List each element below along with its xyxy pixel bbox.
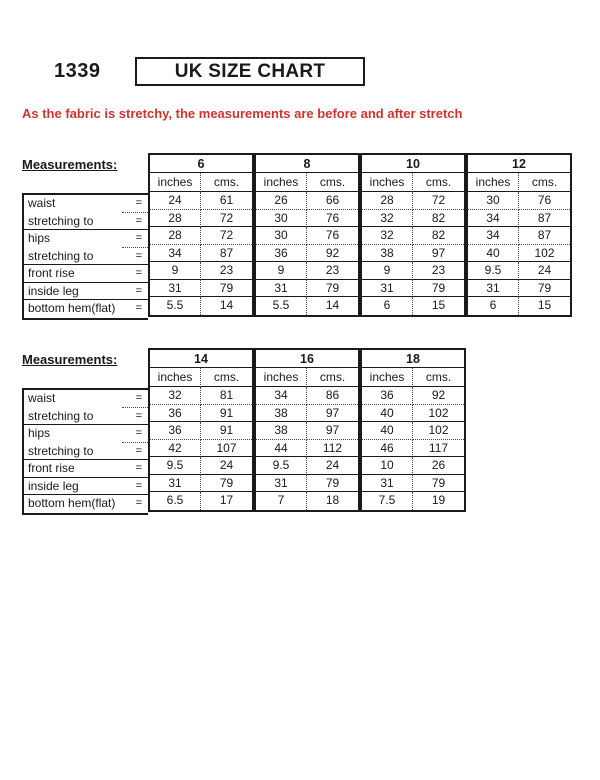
value-inches: 9.5: [256, 457, 307, 475]
size-header: 14: [150, 350, 252, 368]
value-inches: 38: [256, 422, 307, 440]
inches-header: inches: [150, 173, 201, 192]
size-group-grid: [362, 350, 464, 510]
value-inches: 44: [256, 440, 307, 458]
size-group-grid: [256, 155, 358, 315]
size-group-12: [466, 153, 572, 317]
title-box: [135, 57, 365, 86]
size-group-10: [360, 153, 466, 317]
value-inches: 9: [362, 262, 413, 280]
equals-sign: =: [135, 302, 142, 314]
row-label: front rise: [24, 265, 122, 283]
cms-header: cms.: [413, 368, 464, 387]
value-cms: 24: [201, 457, 252, 475]
value-cms: 102: [413, 405, 464, 423]
value-cms: 79: [307, 475, 358, 493]
cms-header: cms.: [201, 173, 252, 192]
size-table-14-18: [22, 348, 466, 515]
inches-header: inches: [256, 368, 307, 387]
row-label: stretching to: [24, 408, 122, 426]
value-inches: 34: [256, 387, 307, 405]
value-cms: 97: [307, 405, 358, 423]
value-cms: 102: [519, 245, 570, 263]
value-cms: 23: [413, 262, 464, 280]
equals-sign: =: [122, 425, 148, 443]
row-label: hips: [28, 231, 51, 245]
value-inches: 26: [256, 192, 307, 210]
equals-sign: =: [122, 230, 148, 248]
value-cms: 91: [201, 422, 252, 440]
row-label: bottom hem(flat): [28, 301, 116, 315]
equals-sign: =: [122, 408, 148, 426]
size-group-6: [148, 153, 254, 317]
value-inches: 34: [468, 210, 519, 228]
row-label: bottom hem(flat): [28, 496, 116, 510]
value-cms: 76: [307, 227, 358, 245]
size-header: 18: [362, 350, 464, 368]
value-inches: 5.5: [256, 297, 307, 315]
value-cms: 76: [307, 210, 358, 228]
value-cms: 87: [519, 227, 570, 245]
value-cms: 15: [431, 298, 446, 312]
size-group-18: [360, 348, 466, 512]
value-inches: 36: [150, 422, 201, 440]
value-inches: 31: [362, 280, 413, 298]
value-cms: 19: [431, 493, 446, 507]
value-cms: 76: [519, 192, 570, 210]
size-header: 6: [150, 155, 252, 173]
size-group-grid: [150, 350, 252, 510]
row-label: stretching to: [24, 213, 122, 231]
value-inches: 31: [362, 475, 413, 493]
value-cms: 17: [219, 493, 234, 507]
value-inches: 7: [256, 492, 307, 510]
value-inches: 46: [362, 440, 413, 458]
value-inches: 6.5: [150, 492, 201, 510]
value-cms: 79: [519, 280, 570, 298]
value-inches: 31: [256, 280, 307, 298]
size-group-grid: [362, 155, 464, 315]
size-header: 8: [256, 155, 358, 173]
value-cms: 107: [201, 440, 252, 458]
size-groups: [148, 153, 572, 317]
equals-sign: =: [122, 265, 148, 283]
row-label: hips: [28, 426, 51, 440]
size-groups: [148, 348, 466, 512]
value-inches: 28: [150, 210, 201, 228]
equals-sign: =: [122, 248, 148, 266]
inches-header: inches: [362, 368, 413, 387]
value-inches: 7.5: [362, 492, 413, 510]
value-inches: 40: [362, 405, 413, 423]
value-inches: 9: [150, 262, 201, 280]
value-inches: 31: [468, 280, 519, 298]
inches-header: inches: [256, 173, 307, 192]
value-inches: 6: [468, 297, 519, 315]
value-cms: 79: [307, 280, 358, 298]
value-cms: 86: [307, 387, 358, 405]
value-inches: 32: [362, 210, 413, 228]
value-inches: 34: [150, 245, 201, 263]
value-cms: 24: [519, 262, 570, 280]
measurement-labels-grid: [22, 388, 148, 515]
value-cms: 18: [325, 493, 340, 507]
value-cms: 87: [201, 245, 252, 263]
value-inches: 36: [256, 245, 307, 263]
value-cms: 81: [201, 387, 252, 405]
value-inches: 30: [256, 210, 307, 228]
value-inches: 28: [362, 192, 413, 210]
value-cms: 24: [307, 457, 358, 475]
size-group-16: [254, 348, 360, 512]
value-inches: 34: [468, 227, 519, 245]
size-group-grid: [468, 155, 570, 315]
equals-sign: =: [122, 443, 148, 461]
size-header: 12: [468, 155, 570, 173]
value-cms: 102: [413, 422, 464, 440]
value-inches: 28: [150, 227, 201, 245]
value-cms: 15: [537, 298, 552, 312]
value-cms: 97: [413, 245, 464, 263]
value-inches: 10: [362, 457, 413, 475]
value-inches: 31: [256, 475, 307, 493]
size-header: 16: [256, 350, 358, 368]
value-inches: 31: [150, 475, 201, 493]
value-cms: 66: [307, 192, 358, 210]
size-table-6-12: [22, 153, 572, 320]
size-group-14: [148, 348, 254, 512]
value-inches: 9: [256, 262, 307, 280]
equals-sign: =: [122, 195, 148, 213]
value-cms: 14: [219, 298, 234, 312]
equals-sign: =: [122, 478, 148, 496]
value-cms: 87: [519, 210, 570, 228]
measurement-label-column: [22, 153, 148, 320]
row-label: front rise: [24, 460, 122, 478]
row-label: inside leg: [24, 478, 122, 496]
value-cms: 79: [201, 280, 252, 298]
row-label: stretching to: [24, 443, 122, 461]
value-cms: 92: [307, 245, 358, 263]
row-label: waist: [28, 391, 56, 405]
inches-header: inches: [362, 173, 413, 192]
value-inches: 36: [362, 387, 413, 405]
measurements-heading: Measurements:: [22, 352, 118, 367]
value-inches: 40: [362, 422, 413, 440]
value-inches: 6: [362, 297, 413, 315]
equals-sign: =: [122, 213, 148, 231]
stretch-notice: As the fabric is stretchy, the measurements are before and after stretch: [22, 106, 463, 121]
cms-header: cms.: [201, 368, 252, 387]
style-number: 1339: [54, 60, 101, 82]
row-label: stretching to: [24, 248, 122, 266]
value-inches: 32: [362, 227, 413, 245]
inches-header: inches: [150, 368, 201, 387]
value-cms: 91: [201, 405, 252, 423]
value-inches: 24: [150, 192, 201, 210]
value-inches: 38: [362, 245, 413, 263]
value-cms: 117: [413, 440, 464, 458]
value-cms: 72: [413, 192, 464, 210]
value-inches: 32: [150, 387, 201, 405]
value-cms: 92: [413, 387, 464, 405]
value-cms: 79: [413, 280, 464, 298]
value-cms: 79: [201, 475, 252, 493]
cms-header: cms.: [307, 368, 358, 387]
value-cms: 14: [325, 298, 340, 312]
equals-sign: =: [122, 390, 148, 408]
measurements-heading: Measurements:: [22, 157, 118, 172]
value-cms: 61: [201, 192, 252, 210]
measurement-labels-grid: [22, 193, 148, 320]
size-group-grid: [256, 350, 358, 510]
value-cms: 82: [413, 210, 464, 228]
cms-header: cms.: [519, 173, 570, 192]
value-inches: 31: [150, 280, 201, 298]
measurement-label-column: [22, 348, 148, 515]
value-inches: 40: [468, 245, 519, 263]
value-inches: 5.5: [150, 297, 201, 315]
value-inches: 30: [256, 227, 307, 245]
value-cms: 72: [201, 210, 252, 228]
equals-sign: =: [122, 283, 148, 301]
size-header: 10: [362, 155, 464, 173]
cms-header: cms.: [413, 173, 464, 192]
value-cms: 97: [307, 422, 358, 440]
value-inches: 9.5: [468, 262, 519, 280]
value-cms: 23: [307, 262, 358, 280]
value-inches: 36: [150, 405, 201, 423]
value-inches: 9.5: [150, 457, 201, 475]
value-cms: 79: [413, 475, 464, 493]
value-cms: 23: [201, 262, 252, 280]
row-label: waist: [28, 196, 56, 210]
value-cms: 112: [307, 440, 358, 458]
page-title: UK SIZE CHART: [174, 60, 326, 82]
size-group-grid: [150, 155, 252, 315]
value-inches: 30: [468, 192, 519, 210]
cms-header: cms.: [307, 173, 358, 192]
row-label: inside leg: [24, 283, 122, 301]
size-group-8: [254, 153, 360, 317]
value-inches: 42: [150, 440, 201, 458]
value-cms: 72: [201, 227, 252, 245]
inches-header: inches: [468, 173, 519, 192]
equals-sign: =: [135, 497, 142, 509]
value-cms: 82: [413, 227, 464, 245]
value-inches: 38: [256, 405, 307, 423]
value-cms: 26: [413, 457, 464, 475]
equals-sign: =: [122, 460, 148, 478]
